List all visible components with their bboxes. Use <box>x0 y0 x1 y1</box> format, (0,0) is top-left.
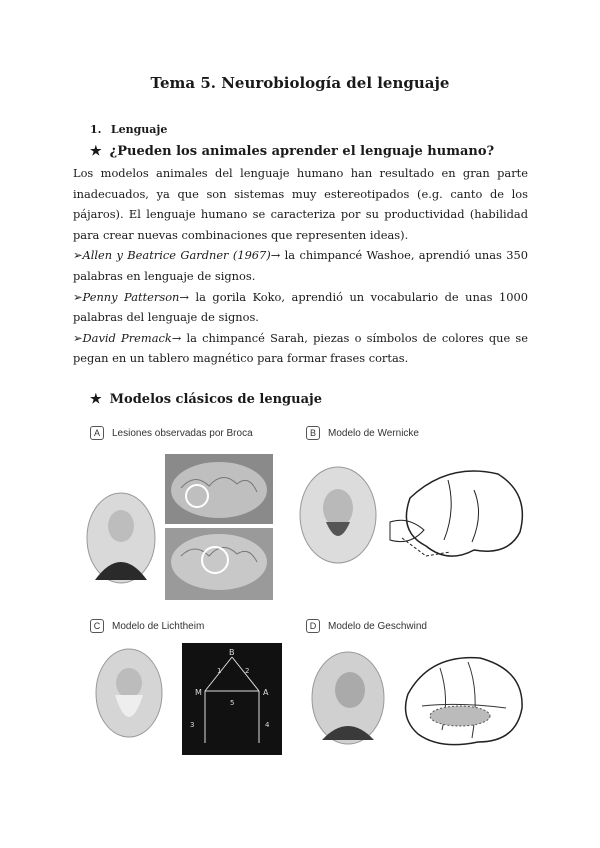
item-text: la gorila Koko, aprendió un vocabulario de unas 1000 palabras del lenguaje de signos. <box>73 289 528 325</box>
diagram-label: B <box>229 648 235 657</box>
portrait-face <box>108 510 134 542</box>
item-text: la chimpancé Washoe, aprendió unas 350 palabras en lenguaje de signos. <box>73 248 528 283</box>
lichtheim-figure <box>95 643 285 755</box>
arrow-icon: → <box>270 248 281 263</box>
bullet-icon: ➢ <box>73 248 83 263</box>
section-label: Lenguaje <box>110 123 168 136</box>
bullet-icon: ➢ <box>73 289 83 304</box>
diagram-label: M <box>195 688 202 697</box>
wernicke-figure <box>298 460 528 580</box>
panel-caption: Lesiones observadas por Broca <box>112 427 253 439</box>
panel-letter: A <box>90 426 104 440</box>
brain-sulci <box>422 662 506 738</box>
diagram-label: 4 <box>265 721 270 729</box>
researcher-name: Allen y Beatrice Gardner (1967) <box>82 248 271 263</box>
brain-sketch-sulci <box>444 480 479 542</box>
diagram-label: 2 <box>245 667 250 675</box>
panel-label-a <box>90 426 253 440</box>
researcher-name: Penny Patterson <box>82 289 180 304</box>
panel-label-c <box>90 619 204 633</box>
diagram-label: A <box>263 688 269 697</box>
arcuate-fasciculus <box>430 706 490 726</box>
panel-label-b <box>306 426 419 440</box>
broca-figure <box>85 452 275 602</box>
diagram-label: 1 <box>217 667 222 675</box>
brain-shape-bottom <box>171 534 267 590</box>
section-number: 1. <box>90 123 102 136</box>
brain-sketch <box>406 471 522 556</box>
bullet-icon: ➢ <box>73 330 83 345</box>
page-title: Tema 5. Neurobiología del lenguaje <box>150 74 450 92</box>
star-icon: ★ <box>90 392 102 407</box>
portrait-face <box>116 668 142 698</box>
panel-letter: B <box>306 426 320 440</box>
body-text <box>73 163 528 369</box>
list-item <box>73 287 528 328</box>
panel-caption: Modelo de Geschwind <box>328 620 427 632</box>
diagram-label: 5 <box>230 699 235 707</box>
arrow-icon: → <box>171 330 182 345</box>
models-heading-text: Modelos clásicos de lenguaje <box>109 392 322 407</box>
list-item <box>73 328 528 369</box>
arrow-icon: → <box>179 289 189 304</box>
geschwind-figure <box>310 646 530 756</box>
item-text: la chimpancé Sarah, piezas o símbolos de colores que se pegan en un tablero magnético para formar frases cortas. <box>73 330 529 366</box>
question-text: ¿Pueden los animales aprender el lenguaje humano? <box>109 144 495 159</box>
brain-shape-top <box>171 462 267 518</box>
list-item <box>73 245 528 286</box>
diagram-label: 3 <box>190 721 195 729</box>
portrait-face <box>335 672 365 708</box>
panel-label-d <box>306 619 427 633</box>
models-heading <box>90 392 322 407</box>
section-heading <box>90 123 167 136</box>
researcher-name: David Premack <box>82 330 172 345</box>
star-icon: ★ <box>90 144 102 159</box>
brain-outline <box>406 658 523 745</box>
panel-letter: D <box>306 619 320 633</box>
panel-caption: Modelo de Wernicke <box>328 427 419 439</box>
panel-caption: Modelo de Lichtheim <box>112 620 205 632</box>
panel-letter: C <box>90 619 104 633</box>
intro-paragraph: Los modelos animales del lenguaje humano han resultado en gran parte inadecuados, ya que son sistemas muy estereotipados (e.g. canto de los pájaros). El lenguaje humano se caracteriza por su productividad (habilidad para crear nuevas combinaciones que representen ideas). <box>73 166 528 242</box>
question-heading <box>90 144 494 159</box>
portrait-face <box>323 489 353 527</box>
